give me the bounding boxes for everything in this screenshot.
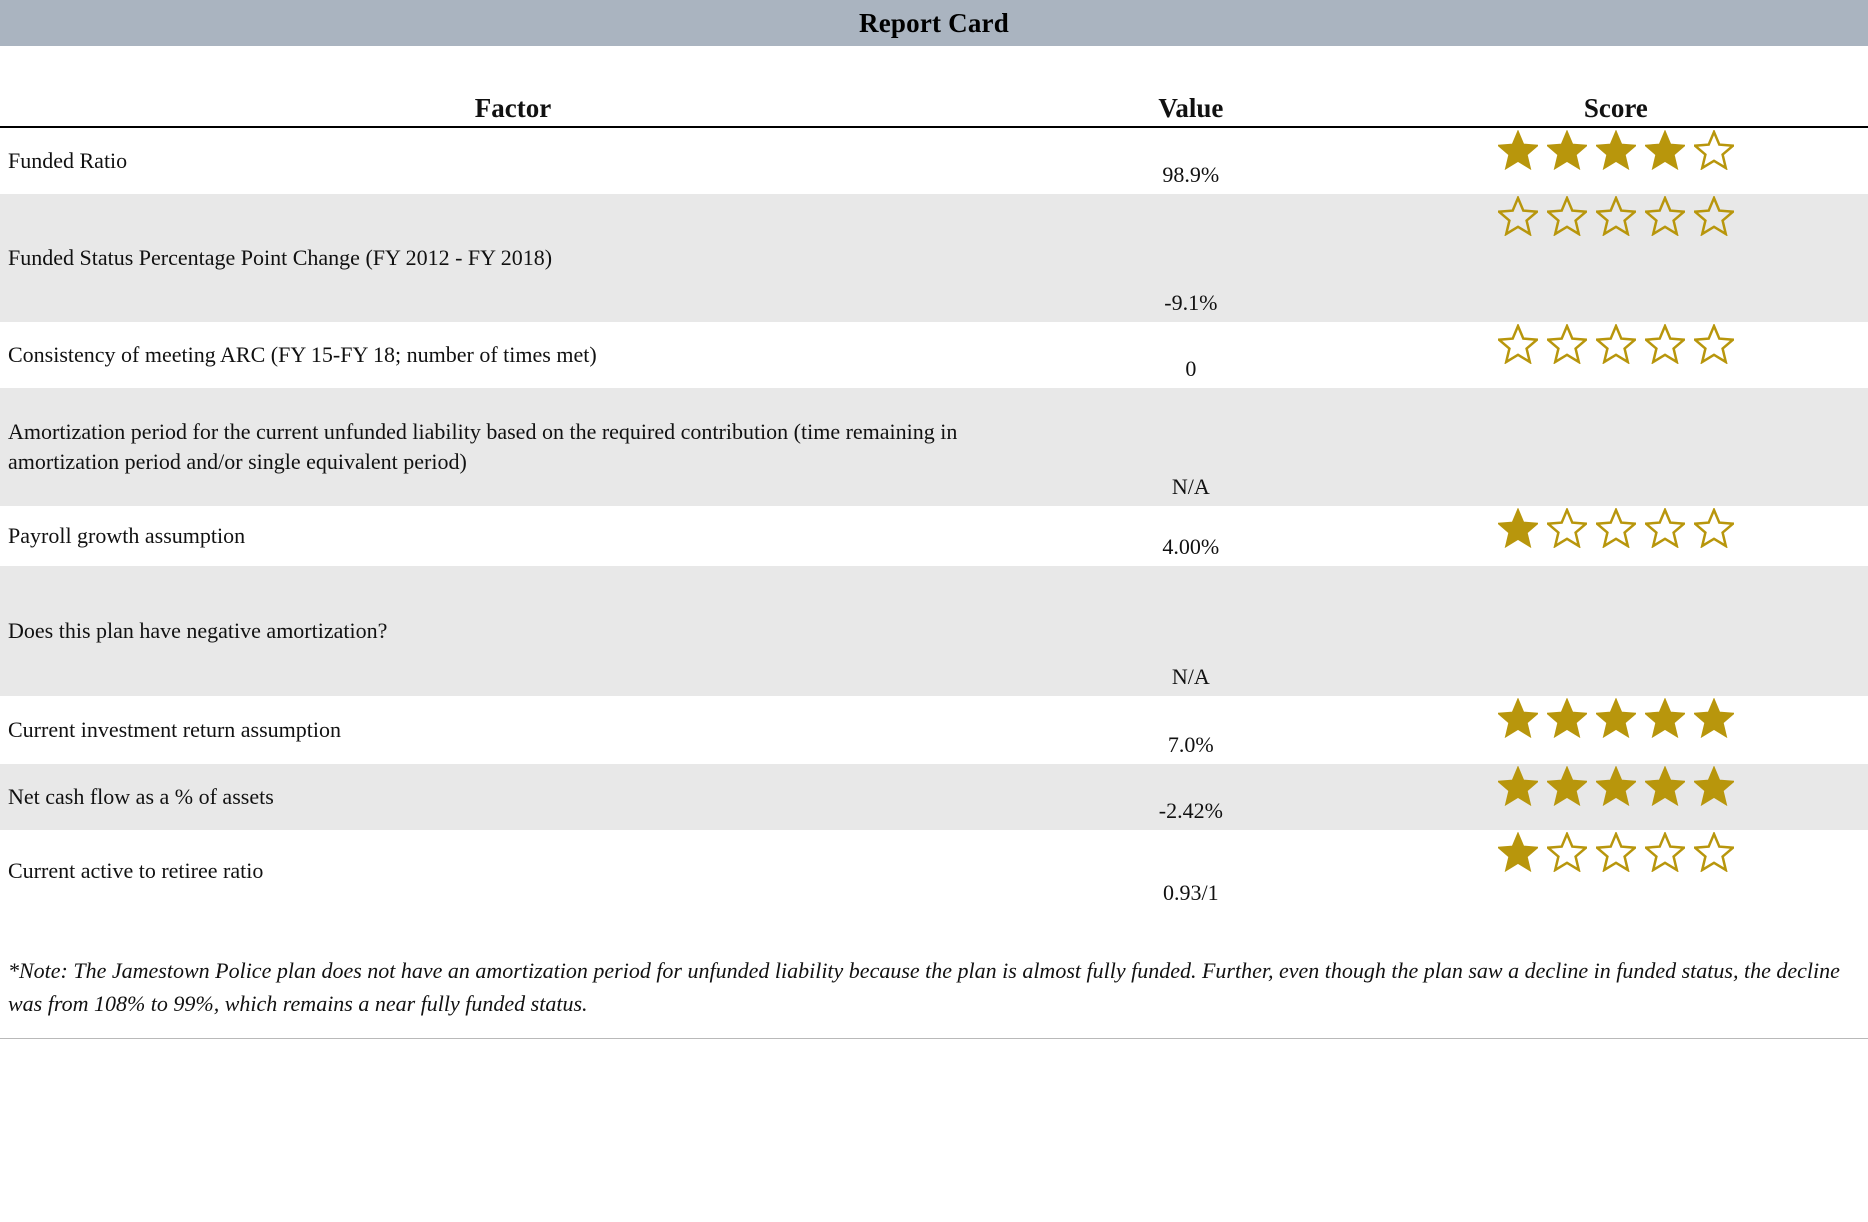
star-filled-icon <box>1547 130 1587 170</box>
table-row <box>0 696 1868 764</box>
star-empty-icon <box>1596 324 1636 364</box>
row-value: N/A <box>1171 474 1210 499</box>
star-rating <box>1498 130 1734 170</box>
bottom-divider <box>0 1038 1868 1047</box>
star-filled-icon <box>1596 698 1636 738</box>
page-title: Report Card <box>859 7 1009 38</box>
row-factor-label: Funded Status Percentage Point Change (FY 2012 - FY 2018) <box>8 245 553 270</box>
star-filled-icon <box>1547 698 1587 738</box>
star-empty-icon <box>1694 196 1734 236</box>
row-score <box>1364 696 1868 764</box>
row-factor-label: Funded Ratio <box>8 148 128 173</box>
footnote: *Note: The Jamestown Police plan does not have an amortization period for unfunded liability because the plan is almost fully funded. Further, even though the plan saw a decline in funded status, the decline was from 108% to 99%, which remains a near fully funded status. <box>8 958 1840 1016</box>
star-empty-icon <box>1498 324 1538 364</box>
table-row <box>0 322 1868 388</box>
star-filled-icon <box>1645 766 1685 806</box>
star-empty-icon <box>1694 832 1734 872</box>
star-filled-icon <box>1694 698 1734 738</box>
star-rating <box>1498 766 1734 806</box>
column-header-score: Score <box>1583 93 1648 123</box>
table-row <box>0 830 1868 912</box>
row-value: 0 <box>1185 356 1197 381</box>
star-filled-icon <box>1498 130 1538 170</box>
row-value: -2.42% <box>1158 798 1223 823</box>
star-filled-icon <box>1547 766 1587 806</box>
star-filled-icon <box>1498 508 1538 548</box>
star-filled-icon <box>1498 698 1538 738</box>
star-rating <box>1498 508 1734 548</box>
star-empty-icon <box>1547 196 1587 236</box>
star-empty-icon <box>1596 196 1636 236</box>
row-score <box>1364 388 1868 506</box>
star-filled-icon <box>1645 698 1685 738</box>
star-empty-icon <box>1694 508 1734 548</box>
star-filled-icon <box>1498 766 1538 806</box>
star-empty-icon <box>1694 130 1734 170</box>
column-header-value: Value <box>1158 93 1224 123</box>
row-score <box>1364 128 1868 194</box>
row-factor-label: Amortization period for the current unfunded liability based on the required contribution (time remaining in amortization period and/or single equivalent period) <box>8 419 958 474</box>
star-rating <box>1498 832 1734 872</box>
star-empty-icon <box>1547 832 1587 872</box>
star-filled-icon <box>1596 766 1636 806</box>
row-score <box>1364 764 1868 830</box>
star-empty-icon <box>1645 324 1685 364</box>
row-factor-label: Consistency of meeting ARC (FY 15-FY 18; number of times met) <box>8 342 597 367</box>
row-score <box>1364 566 1868 696</box>
row-value: N/A <box>1171 664 1210 689</box>
star-empty-icon <box>1645 196 1685 236</box>
star-empty-icon <box>1498 196 1538 236</box>
row-score <box>1364 830 1868 912</box>
star-empty-icon <box>1694 324 1734 364</box>
star-rating <box>1498 196 1734 236</box>
row-value: 4.00% <box>1162 534 1220 559</box>
row-factor-label: Does this plan have negative amortization? <box>8 618 388 643</box>
star-filled-icon <box>1498 832 1538 872</box>
row-value: 0.93/1 <box>1163 880 1219 905</box>
star-empty-icon <box>1596 832 1636 872</box>
report-card-table <box>0 128 1868 912</box>
star-filled-icon <box>1596 130 1636 170</box>
star-rating <box>1498 324 1734 364</box>
column-header-factor: Factor <box>474 93 552 123</box>
table-row <box>0 194 1868 322</box>
row-factor-label: Current investment return assumption <box>8 717 341 742</box>
star-empty-icon <box>1645 508 1685 548</box>
row-factor-label: Current active to retiree ratio <box>8 858 264 883</box>
row-factor-label: Payroll growth assumption <box>8 523 246 548</box>
table-row <box>0 566 1868 696</box>
row-score <box>1364 506 1868 566</box>
row-value: 7.0% <box>1167 732 1214 757</box>
star-empty-icon <box>1596 508 1636 548</box>
row-score <box>1364 322 1868 388</box>
table-row <box>0 506 1868 566</box>
row-value: 98.9% <box>1162 162 1220 187</box>
star-empty-icon <box>1645 832 1685 872</box>
star-empty-icon <box>1547 508 1587 548</box>
star-rating <box>1498 698 1734 738</box>
title-bar <box>0 0 1868 46</box>
table-row <box>0 764 1868 830</box>
star-filled-icon <box>1645 130 1685 170</box>
row-score <box>1364 194 1868 322</box>
table-row <box>0 128 1868 194</box>
row-factor-label: Net cash flow as a % of assets <box>8 784 274 809</box>
star-empty-icon <box>1547 324 1587 364</box>
table-header-row <box>0 46 1868 128</box>
row-value: -9.1% <box>1164 290 1218 315</box>
table-row <box>0 388 1868 506</box>
star-filled-icon <box>1694 766 1734 806</box>
